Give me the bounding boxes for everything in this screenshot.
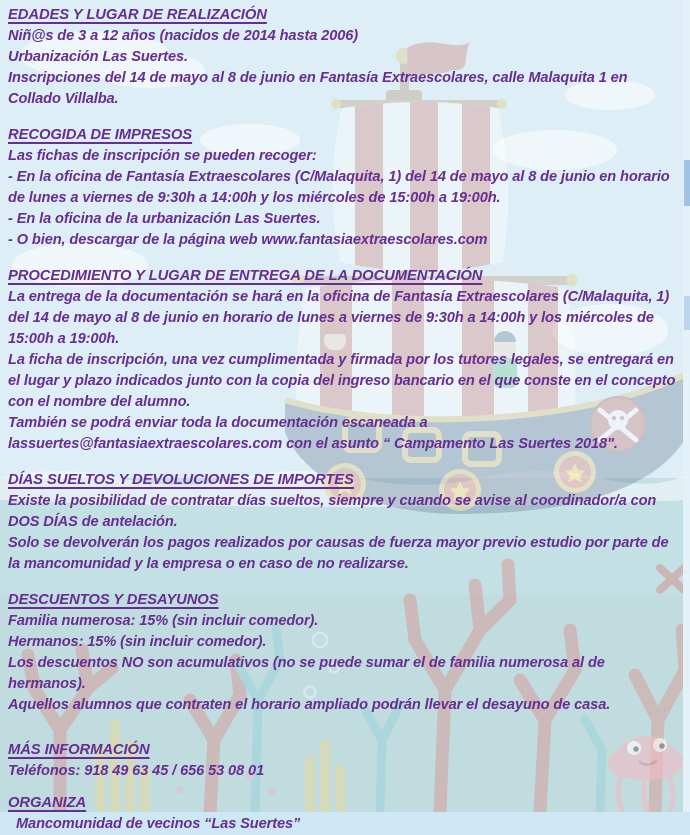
paragraph: Inscripciones del 14 de mayo al 8 de junio en Fantasía Extraescolares, calle Malaquita 1 en Collado Villalba. [8,70,628,107]
section-mas-informacion [8,740,682,782]
section-heading: DESCUENTOS Y DESAYUNOS [8,592,219,608]
section-dias-sueltos [8,470,682,575]
paragraph: Los descuentos NO son acumulativos (no se puede sumar el de familia numerosa al de hermanos). [8,655,605,692]
phone-numbers: Teléfonos: 918 49 63 45 / 656 53 08 01 [8,763,265,779]
section-descuentos [8,590,682,716]
paragraph: Urbanización Las Suertes. [8,49,188,65]
section-organiza [8,793,682,835]
paragraph: - O bien, descargar de la página web www.fantasiaextraescolares.com [8,232,488,248]
section-heading: MÁS INFORMACIÓN [8,742,150,758]
section-edades [8,5,682,110]
paragraph: La ficha de inscripción, una vez cumplimentada y firmada por los tutores legales, se entregará en el lugar y plazo indicados junto con la copia del ingreso bancario en el que conste en el concepto con el nombre del alumno. [8,352,676,410]
section-heading: ORGANIZA [8,795,87,811]
paragraph: Hermanos: 15% (sin incluir comedor). [8,634,267,650]
section-heading: DÍAS SUELTOS Y DEVOLUCIONES DE IMPORTES [8,472,354,488]
paragraph: La entrega de la documentación se hará en la oficina de Fantasía Extraescolares (C/Malaquita, 1) del 14 de mayo al 8 de junio en horario de lunes a viernes de 9:30h a 14:00h y los miércoles de 15:00h a 19:00h. [8,289,670,347]
paragraph: - En la oficina de Fantasía Extraescolares (C/Malaquita, 1) del 14 de mayo al 8 de junio en horario de lunes a viernes de 9:30h a 14:00h y los miércoles de 15:00h a 19:00h. [8,169,670,206]
paragraph: Niñ@s de 3 a 12 años (nacidos de 2014 hasta 2006) [8,28,359,44]
paragraph: Familia numerosa: 15% (sin incluir comedor). [8,613,319,629]
paragraph: Solo se devolverán los pagos realizados por causas de fuerza mayor previo estudio por parte de la mancomunidad y la empresa o en caso de no realizarse. [8,535,669,572]
paragraph: También se podrá enviar toda la documentación escaneada a lassuertes@fantasiaextraescolares.com con el asunto “ Campamento Las Suertes 2018". [8,415,618,452]
section-heading: PROCEDIMIENTO Y LUGAR DE ENTREGA DE LA DOCUMENTACIÓN [8,268,483,284]
section-procedimiento [8,266,682,455]
section-recogida [8,125,682,251]
paragraph: - En la oficina de la urbanización Las Suertes. [8,211,321,227]
paragraph: Aquellos alumnos que contraten el horario ampliado podrán llevar el desayuno de casa. [8,697,611,713]
section-heading: EDADES Y LUGAR DE REALIZACIÓN [8,7,267,23]
paragraph: Las fichas de inscripción se pueden recoger: [8,148,317,164]
organizer-name: Mancomunidad de vecinos “Las Suertes” [16,816,301,832]
paragraph: Existe la posibilidad de contratar días sueltos, siempre y cuando se avise al coordinador/a con DOS DÍAS de antelación. [8,493,657,530]
section-heading: RECOGIDA DE IMPRESOS [8,127,193,143]
